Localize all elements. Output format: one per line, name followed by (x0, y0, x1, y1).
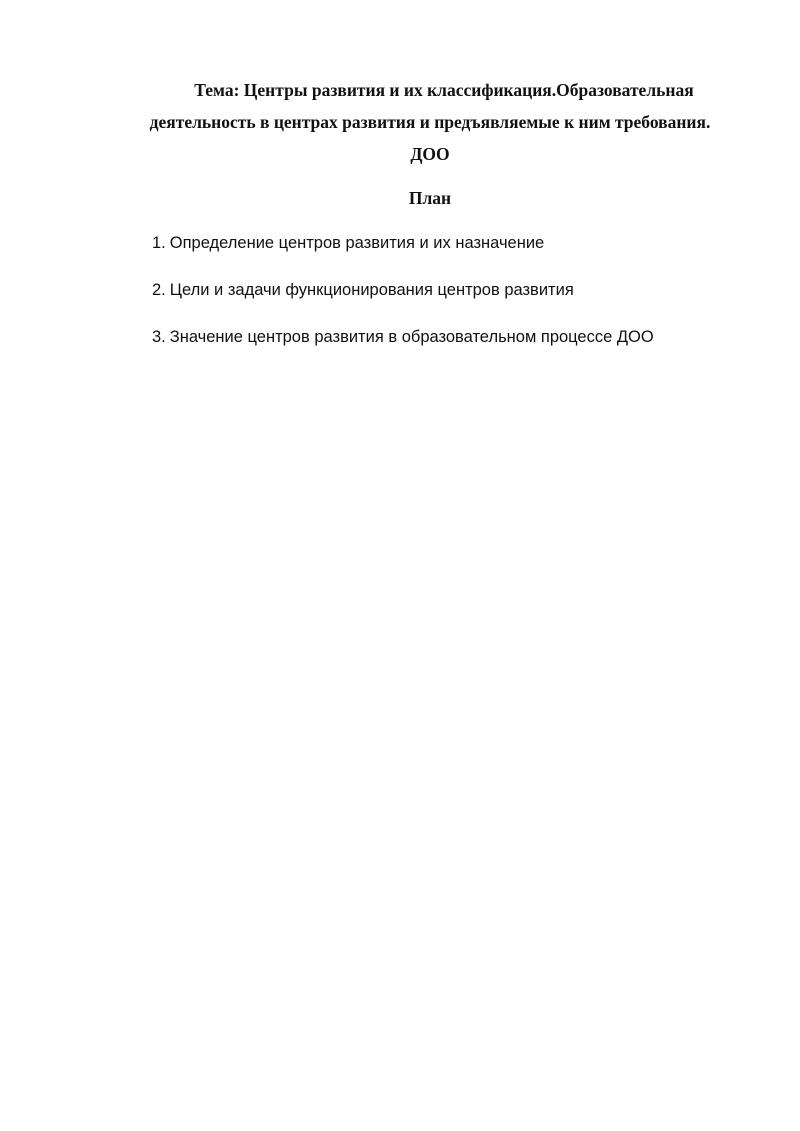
plan-item-number: 2. (152, 281, 166, 299)
plan-item (152, 277, 654, 324)
plan-heading: План (408, 188, 452, 208)
plan-item-number: 3. (152, 328, 166, 346)
plan-list (152, 230, 654, 371)
document-title (120, 74, 740, 170)
plan-item-text: Определение центров развития и их назначение (169, 234, 545, 252)
plan-item (152, 230, 654, 277)
plan-item (152, 324, 654, 371)
plan-item-number: 1. (152, 234, 166, 252)
title-line: ДОО (410, 144, 450, 164)
plan-item-text: Значение центров развития в образовательном процессе ДОО (169, 328, 654, 346)
title-line: деятельность в центрах развития и предъявляемые к ним требования. (149, 112, 711, 132)
title-line: Тема: Центры развития и их классификация.Образовательная (194, 80, 694, 100)
plan-item-text: Цели и задачи функционирования центров развития (169, 281, 574, 299)
